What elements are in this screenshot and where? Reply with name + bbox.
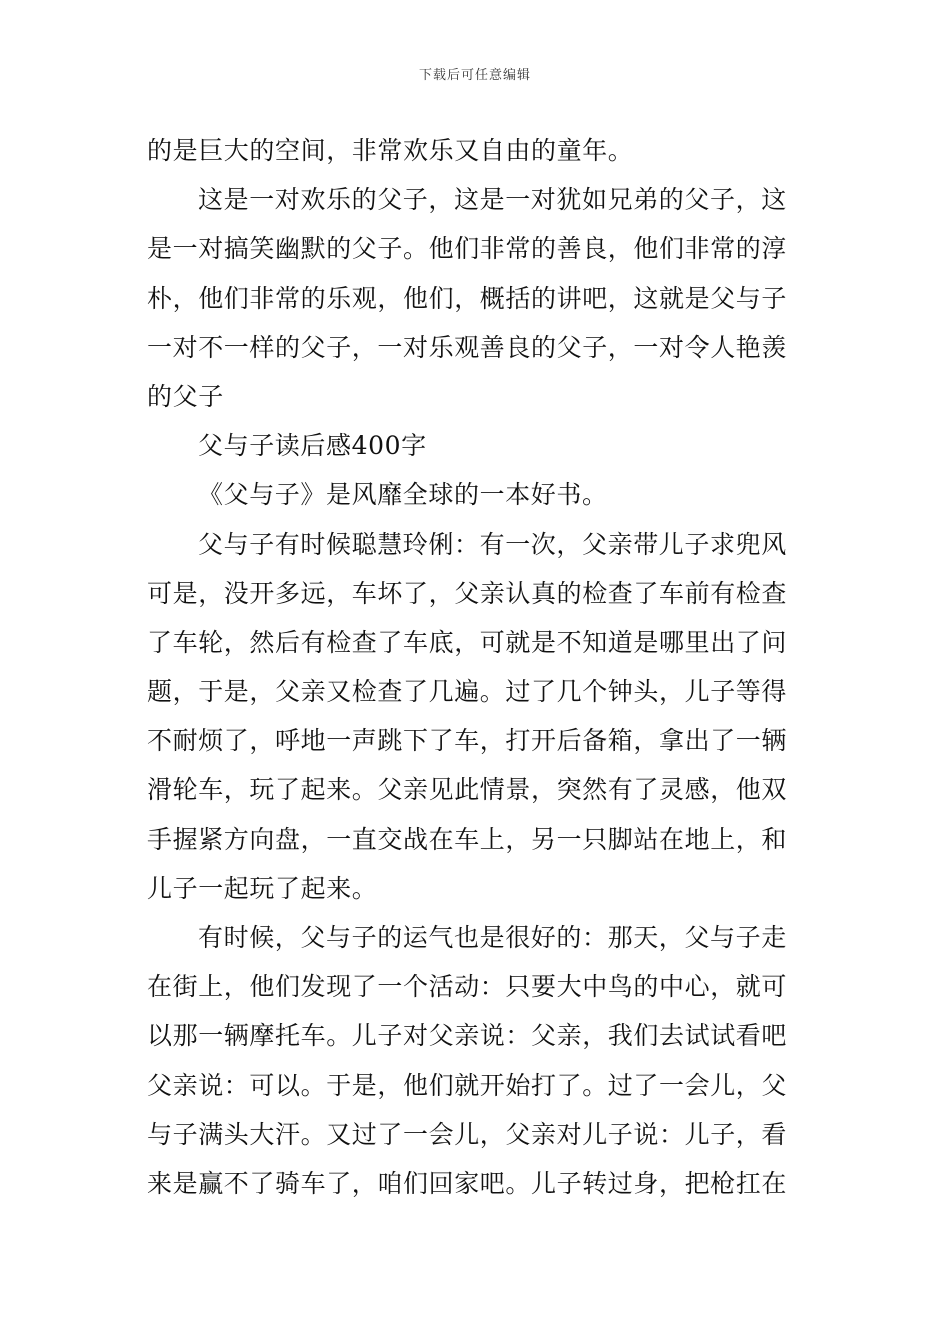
document-body (147, 126, 807, 1208)
page-header: 下载后可任意编辑 (418, 68, 531, 83)
text-line: 有时候，父与子的运气也是很好的：那天，父与子走 (198, 923, 787, 952)
text-line: 与子满头大汗。又过了一会儿，父亲对儿子说：儿子，看 (147, 1119, 788, 1149)
text-line: 以那一辆摩托车。儿子对父亲说：父亲，我们去试试看吧 (147, 1021, 788, 1051)
text-line: 可是，没开多远，车坏了，父亲认真的检查了车前有检查 (147, 578, 788, 608)
text-line: 《父与子》是风靡全球的一本好书。 (198, 480, 608, 510)
section-heading: 父与子读后感400字 (198, 431, 427, 461)
text-line: 来是赢不了骑车了，咱们回家吧。儿子转过身，把枪扛在 (147, 1168, 788, 1198)
text-line: 父与子有时候聪慧玲俐：有一次，父亲带儿子求兜风 (198, 529, 787, 559)
text-line: 儿子一起玩了起来。 (147, 873, 378, 903)
text-line: 手握紧方向盘，一直交战在车上，另一只脚站在地上，和 (147, 824, 788, 854)
text-line: 滑轮车，玩了起来。父亲见此情景，突然有了灵感，他双 (147, 775, 788, 805)
text-line: 这是一对欢乐的父子，这是一对犹如兄弟的父子，这 (198, 185, 787, 215)
text-line: 了车轮，然后有检查了车底，可就是不知道是哪里出了问 (147, 627, 788, 657)
text-line: 不耐烦了，呼地一声跳下了车，打开后备箱，拿出了一辆 (147, 726, 788, 756)
text-line: 一对不一样的父子，一对乐观善良的父子，一对令人艳羡 (147, 332, 788, 362)
text-line: 父亲说：可以。于是，他们就开始打了。过了一会儿，父 (147, 1070, 788, 1100)
text-line: 朴，他们非常的乐观，他们，概括的讲吧，这就是父与子 (147, 283, 788, 313)
text-line: 的父子 (147, 381, 224, 411)
text-line: 的是巨大的空间，非常欢乐又自由的童年。 (147, 136, 634, 165)
text-line: 题，于是，父亲又检查了几遍。过了几个钟头，儿子等得 (147, 677, 788, 707)
text-line: 是一对搞笑幽默的父子。他们非常的善良，他们非常的淳 (147, 234, 788, 264)
text-line: 在街上，他们发现了一个活动：只要大中鸟的中心，就可 (147, 972, 788, 1002)
